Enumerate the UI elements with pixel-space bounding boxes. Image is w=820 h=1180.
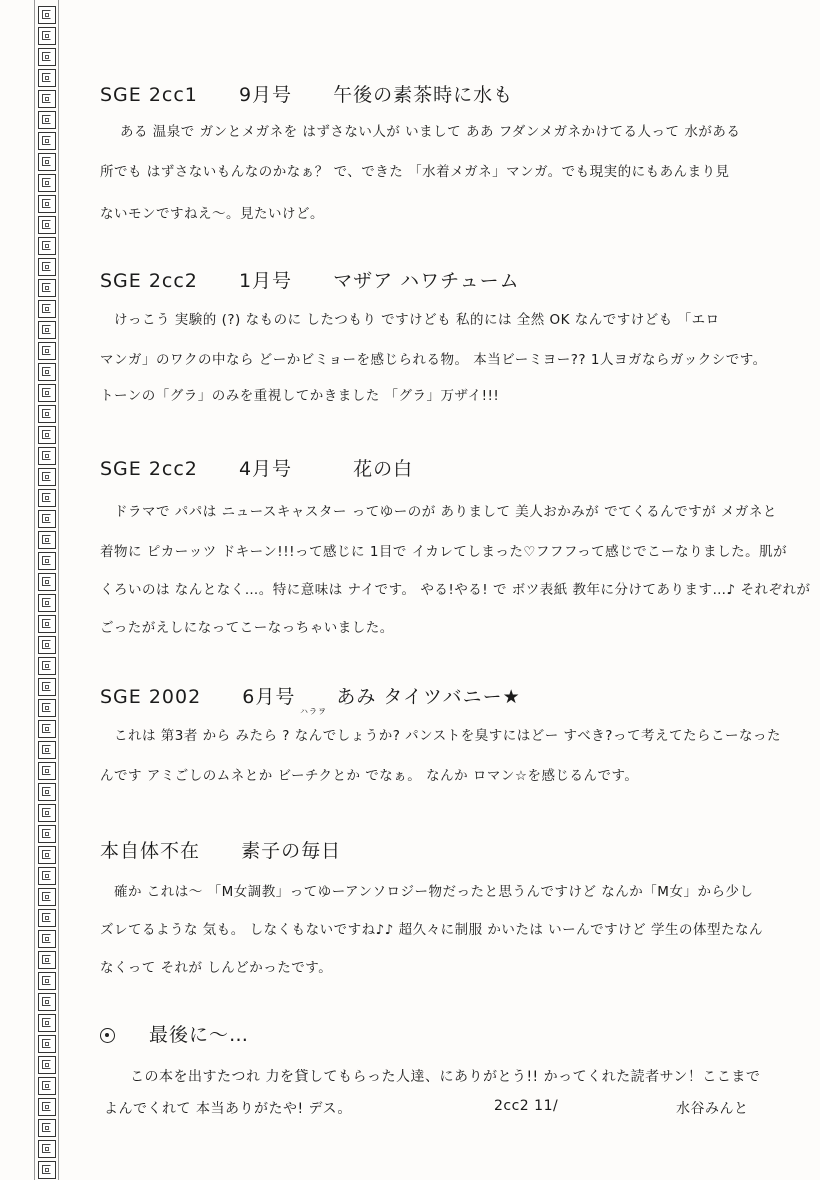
border-tile — [38, 993, 56, 1011]
text-line: ズレてるような 気も。 しなくもないですね♪♪ 超久々に制服 かいたは いーんですけど 学生の体型たなん — [100, 922, 763, 938]
heading-book: 本自体不在 — [100, 840, 201, 862]
furigana: ハラヲ — [300, 707, 327, 716]
border-tile — [38, 825, 56, 843]
border-tile — [38, 1056, 56, 1074]
heading-magazine: SGE 2002 — [100, 686, 202, 708]
heading-magazine: SGE 2cc1 — [100, 84, 198, 106]
bullet-circle-icon — [100, 1028, 115, 1043]
border-tile — [38, 111, 56, 129]
border-tile — [38, 867, 56, 885]
border-tile — [38, 48, 56, 66]
border-tile — [38, 1161, 56, 1179]
closing-line: よんでくれて 本当ありがたや! デス。 — [104, 1101, 352, 1117]
border-tile — [38, 552, 56, 570]
section-3-heading — [100, 454, 800, 481]
text-line: ある 温泉で ガンとメガネを はずさない人が いまして ああ フダンメガネかけてる人って 水がある — [120, 124, 741, 140]
border-tile — [38, 90, 56, 108]
border-tile — [38, 132, 56, 150]
heading-issue: 4月号 — [238, 458, 293, 480]
heading-title: 花の白 — [353, 458, 414, 480]
heading-magazine: SGE 2cc2 — [100, 270, 198, 292]
border-tile — [38, 804, 56, 822]
author-signature: 水谷みんと — [676, 1101, 749, 1117]
border-tile — [38, 720, 56, 738]
border-tile — [38, 615, 56, 633]
border-tile — [38, 888, 56, 906]
closing-date: 2cc2 11/ — [494, 1098, 559, 1114]
border-tile — [38, 363, 56, 381]
border-tile — [38, 237, 56, 255]
border-tile — [38, 426, 56, 444]
border-tile — [38, 174, 56, 192]
border-tile — [38, 447, 56, 465]
border-tile — [38, 972, 56, 990]
decorative-border — [0, 0, 70, 1180]
text-line: くろいのは なんとなく…。特に意味は ナイです。 やる!やる! で ボツ表紙 教年に分けてあります…♪ それぞれが — [100, 582, 811, 598]
heading-title: あみ タイツバニー★ — [336, 686, 521, 708]
border-tile — [38, 951, 56, 969]
section-4-heading — [100, 682, 800, 709]
border-tile — [38, 531, 56, 549]
border-tile — [38, 594, 56, 612]
border-tile — [38, 468, 56, 486]
section-5 — [100, 836, 800, 976]
border-tile — [38, 6, 56, 24]
closing-heading — [100, 1020, 800, 1047]
text-line: 着物に ピカーッツ ドキーン!!!って感じに 1目で イカレてしまった♡フフフって感じでこーなりました。肌が — [100, 544, 788, 560]
border-tile — [38, 300, 56, 318]
border-tile — [38, 846, 56, 864]
text-line: ないモンですねえ〜。見たいけど。 — [100, 206, 324, 222]
border-tile — [38, 783, 56, 801]
text-line: 確か これは〜 「M女調教」ってゆーアンソロジー物だったと思うんですけど なんか「M女」から少し — [114, 884, 754, 900]
border-tile — [38, 384, 56, 402]
border-tile — [38, 1014, 56, 1032]
text-line: ドラマで パパは ニュースキャスター ってゆーのが ありまして 美人おかみが でてくるんですが メガネと — [114, 504, 777, 520]
border-tile — [38, 930, 56, 948]
section-5-heading — [100, 836, 800, 863]
text-line: これは 第3者 から みたら ? なんでしょうか? パンストを臭すにはどー すべき?って考えてたらこーなった — [114, 728, 781, 744]
section-3 — [100, 454, 811, 636]
heading-issue: 1月号 — [238, 270, 293, 292]
border-tile — [38, 321, 56, 339]
border-tile — [38, 1077, 56, 1095]
closing-section — [100, 1020, 800, 1117]
section-2 — [100, 266, 800, 404]
text-line: トーンの「グラ」のみを重視してかきました 「グラ」万ザイ!!! — [100, 388, 500, 404]
text-line: けっこう 実験的 (?) なものに したつもり ですけども 私的には 全然 OK なんですけども 「エロ — [114, 312, 720, 328]
heading-magazine: SGE 2cc2 — [100, 458, 198, 480]
heading-issue: 6月号 — [242, 686, 296, 708]
border-tile — [38, 762, 56, 780]
border-tiles — [0, 0, 70, 1180]
border-tile — [38, 279, 56, 297]
border-tile — [38, 657, 56, 675]
border-tile — [38, 1098, 56, 1116]
border-tile — [38, 636, 56, 654]
section-1 — [100, 80, 800, 222]
text-line: んです アミごしのムネとか ビーチクとか でなぁ。 なんか ロマン☆を感じるんです。 — [100, 768, 639, 784]
border-tile — [38, 216, 56, 234]
border-tile — [38, 678, 56, 696]
text-line: マンガ」のワクの中なら どーかビミョーを感じられる物。 本当ビーミヨー?? 1人ヨガならガックシです。 — [100, 352, 767, 368]
section-1-heading — [100, 80, 800, 107]
section-2-heading — [100, 266, 800, 293]
border-tile — [38, 510, 56, 528]
border-tile — [38, 195, 56, 213]
heading-title: 午後の素茶時に水も — [333, 84, 514, 106]
border-tile — [38, 27, 56, 45]
closing-title: 最後に〜… — [149, 1024, 250, 1046]
border-tile — [38, 573, 56, 591]
border-tile — [38, 1119, 56, 1137]
heading-title: マザア ハワチューム — [333, 270, 520, 292]
border-tile — [38, 405, 56, 423]
border-tile — [38, 699, 56, 717]
border-tile — [38, 69, 56, 87]
text-line: ごったがえしになってこーなっちゃいました。 — [100, 620, 394, 636]
border-tile — [38, 1035, 56, 1053]
border-tile — [38, 342, 56, 360]
text-line: 所でも はずさないもんなのかなぁ？ で、できた 「水着メガネ」マンガ。でも現実的にもあんまり見 — [100, 164, 730, 180]
border-tile — [38, 909, 56, 927]
closing-line: この本を出すたつれ 力を貸してもらった人達、にありがとう!! かってくれた読者サン！ここまで — [130, 1069, 761, 1085]
border-tile — [38, 741, 56, 759]
border-tile — [38, 489, 56, 507]
heading-issue: 9月号 — [238, 84, 293, 106]
text-line: なくって それが しんどかったです。 — [100, 960, 333, 976]
border-tile — [38, 258, 56, 276]
border-tile — [38, 1140, 56, 1158]
border-tile — [38, 153, 56, 171]
section-4 — [100, 682, 800, 784]
heading-title: 素子の毎日 — [241, 840, 342, 862]
